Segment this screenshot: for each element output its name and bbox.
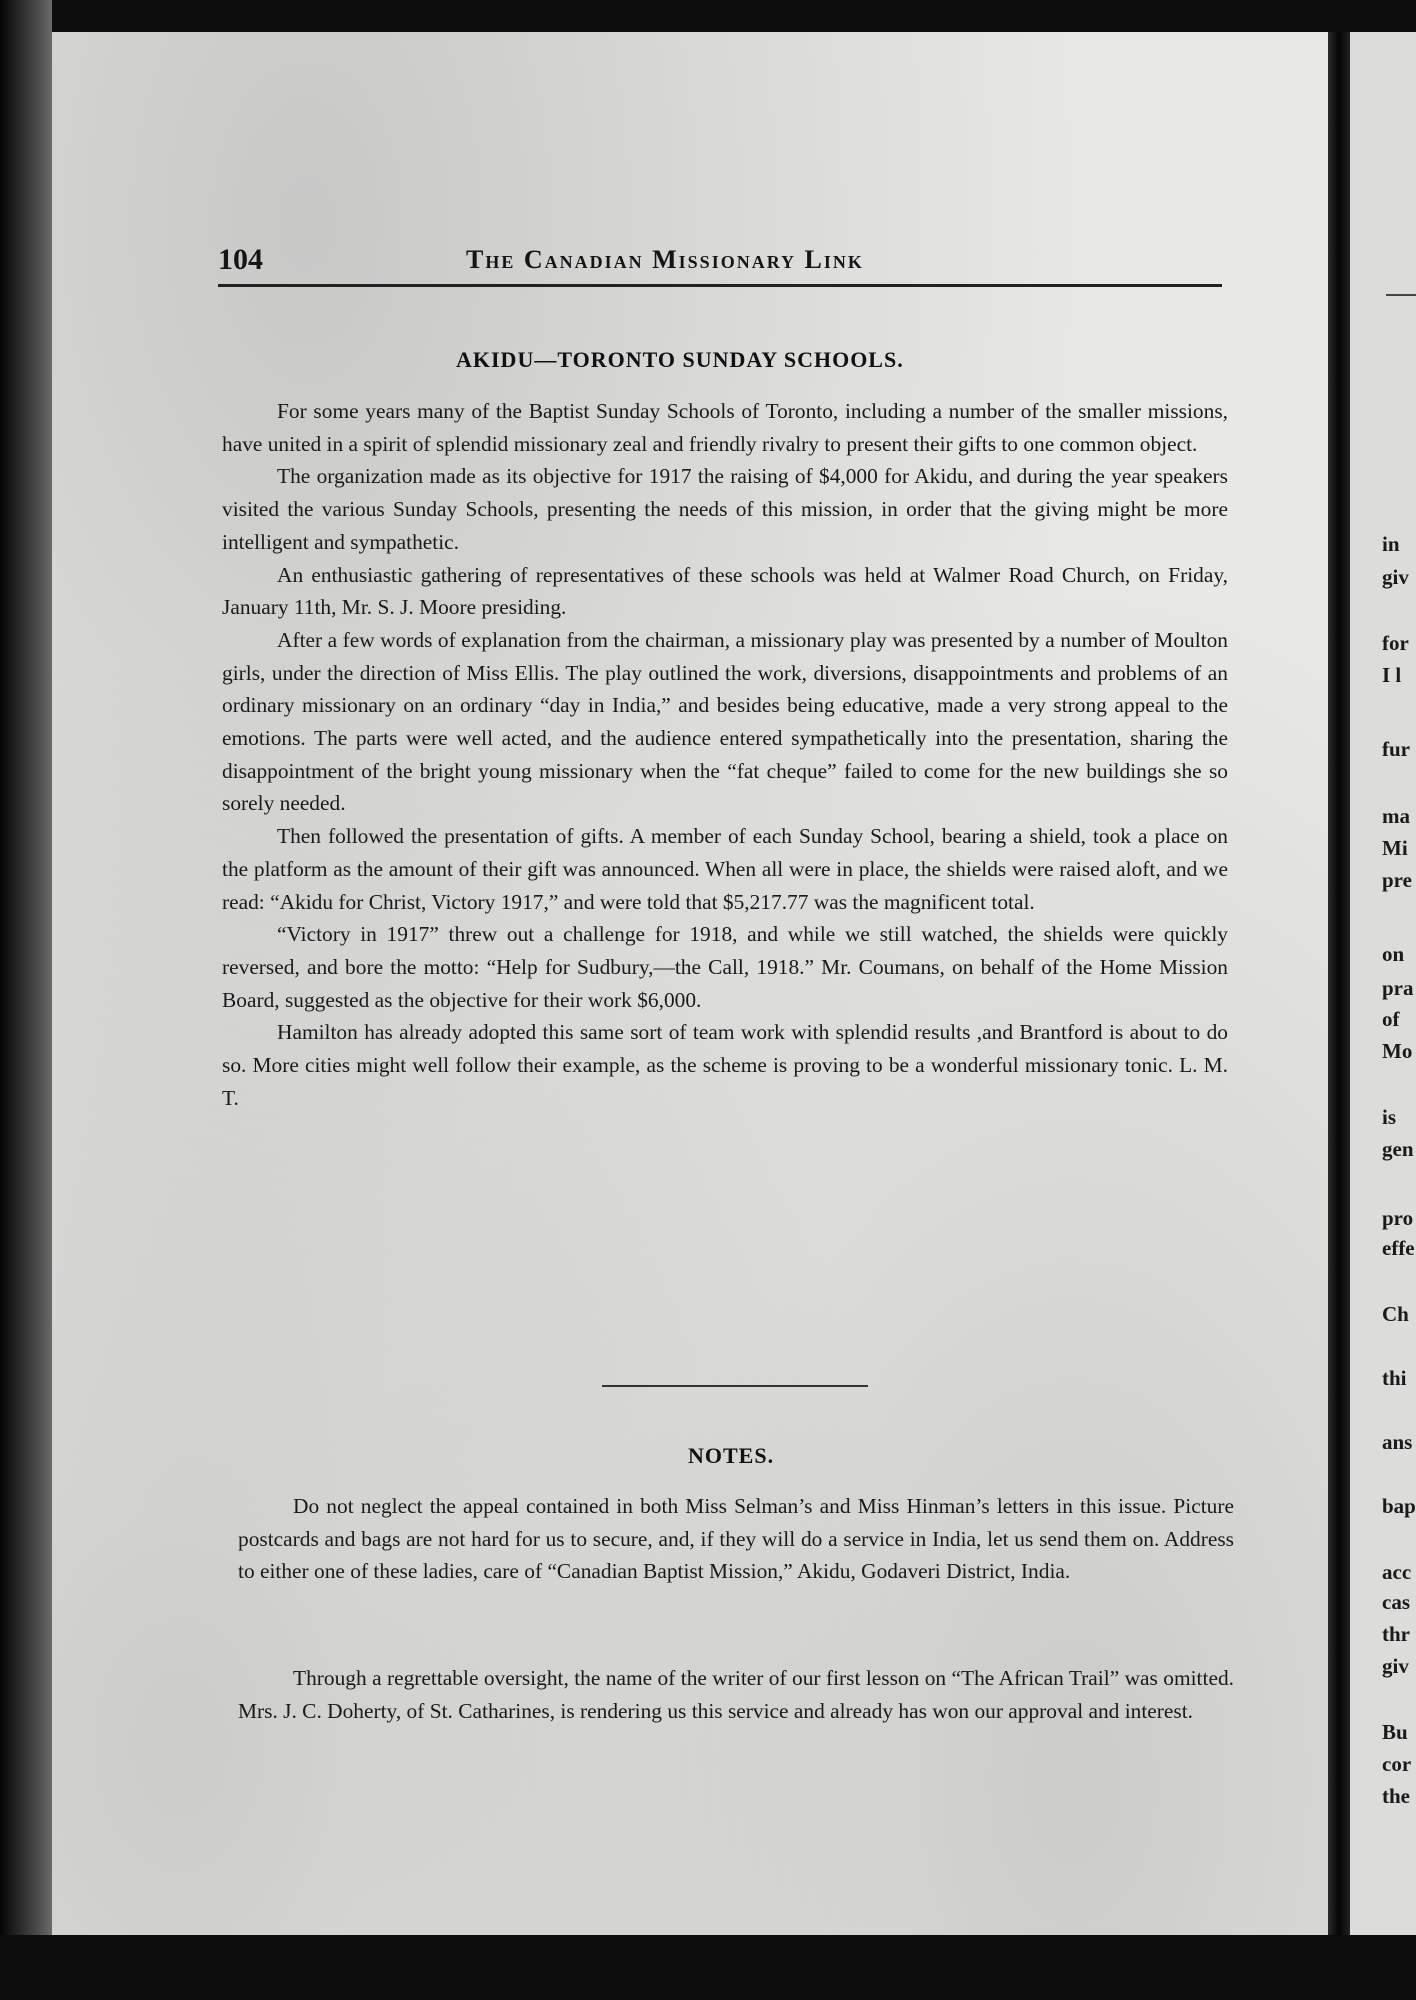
next-page-fragment: of <box>1382 1007 1400 1031</box>
next-page-fragment: gen <box>1382 1137 1414 1161</box>
article-paragraph: For some years many of the Baptist Sunday Schools of Toronto, including a number of the smaller missions, have united in a spirit of splendid missionary zeal and friendly rivalry to present their gifts to one common object. <box>222 399 1228 456</box>
book-gutter <box>1328 32 1350 1935</box>
next-page-fragment: pro <box>1382 1206 1414 1230</box>
next-page-fragment: the <box>1382 1784 1410 1808</box>
notes-paragraph-2 <box>238 1662 1234 1727</box>
scan-border-bottom <box>0 1935 1416 2000</box>
next-page-fragment: Mi <box>1382 836 1408 860</box>
scan-border-left <box>0 0 52 2000</box>
next-page-fragment: ans <box>1382 1430 1413 1454</box>
article-paragraph: “Victory in 1917” threw out a challenge for 1918, and while we still watched, the shields were quickly reversed, and bore the motto: “Help for Sudbury,—the Call, 1918.” Mr. Coumans, on behalf of the Home Mission Board, suggested as the objective for their work $6,000. <box>222 922 1228 1012</box>
next-page-fragment: for <box>1382 631 1409 655</box>
next-page-fragment: in <box>1382 532 1400 556</box>
notes-paragraph: Through a regrettable oversight, the name of the writer of our first lesson on “The African Trail” was omitted. Mrs. J. C. Doherty, of St. Catharines, is rendering us this service and already has won our approval and interest. <box>238 1666 1234 1723</box>
running-title: The Canadian Missionary Link <box>466 245 864 274</box>
article-title: AKIDU—TORONTO SUNDAY SCHOOLS. <box>456 347 904 372</box>
page-header <box>218 243 1220 277</box>
next-page-fragment: thr <box>1382 1622 1410 1646</box>
next-page-fragment: effe <box>1382 1236 1415 1260</box>
next-page-fragment: cas <box>1382 1590 1410 1614</box>
next-page-fragment: I l <box>1382 663 1402 687</box>
next-page-fragment: on <box>1382 942 1405 966</box>
next-page-fragment: is <box>1382 1105 1397 1129</box>
next-page-fragment: cor <box>1382 1752 1412 1776</box>
article-paragraph: An enthusiastic gathering of representatives of these schools was held at Walmer Road Church, on Friday, January 11th, Mr. S. J. Moore presiding. <box>222 562 1228 620</box>
next-page-fragment: pre <box>1382 868 1412 892</box>
notes-paragraph-1 <box>238 1490 1234 1588</box>
header-rule <box>218 284 1222 287</box>
article-paragraph: The organization made as its objective for 1917 the raising of $4,000 for Akidu, and during the year speakers visited the various Sunday Schools, presenting the needs of this mission, in order that the giving might be more intelligent and sympathetic. <box>222 464 1228 554</box>
section-divider <box>602 1385 868 1387</box>
scan-border-top <box>0 0 1416 32</box>
next-page-fragment: acc <box>1382 1560 1412 1584</box>
notes-title: NOTES. <box>688 1443 775 1468</box>
article-body <box>222 395 1228 1114</box>
next-page-fragment: giv <box>1382 565 1409 589</box>
article-paragraph: After a few words of explanation from the chairman, a missionary play was presented by a number of Moulton girls, under the direction of Miss Ellis. The play outlined the work, diversions, disappointments and problems of an ordinary missionary on an ordinary “day in India,” and besides being educative, made a very strong appeal to the emotions. The parts were well acted, and the audience entered sympathetically into the presentation, sharing the disappointment of the bright young missionary when the “fat cheque” failed to come for the new buildings she so sorely needed. <box>222 627 1228 816</box>
article-paragraph: Then followed the presentation of gifts. A member of each Sunday School, bearing a shield, took a place on the platform as the amount of their gift was announced. When all were in place, the shields were raised aloft, and we read: “Akidu for Christ, Victory 1917,” and were told that $5,217.77 was the magnificent total. <box>222 824 1228 914</box>
notes-paragraph: Do not neglect the appeal contained in both Miss Selman’s and Miss Hinman’s letters in this issue. Picture postcards and bags are not hard for us to secure, and, if they will do a service in India, let us send them on. Address to either one of these ladies, care of “Canadian Baptist Mission,” Akidu, Godaveri District, India. <box>238 1494 1234 1584</box>
next-page-fragment: giv <box>1382 1654 1409 1678</box>
next-page-fragment: Mo <box>1382 1039 1413 1063</box>
next-page-fragment: Ch <box>1382 1302 1409 1326</box>
next-page-fragment: bap <box>1382 1494 1416 1518</box>
next-page-fragment: thi <box>1382 1366 1407 1390</box>
next-page-header-rule <box>1386 294 1416 296</box>
page-number: 104 <box>218 243 263 276</box>
article-paragraph: Hamilton has already adopted this same sort of team work with splendid results ,and Brantford is about to do so. More cities might well follow their example, as the scheme is proving to be a wonderful missionary tonic. L. M. T. <box>222 1020 1228 1110</box>
next-page-fragment: ma <box>1382 804 1410 828</box>
next-page-fragment: fur <box>1382 737 1410 761</box>
next-page-fragment: Bu <box>1382 1720 1408 1744</box>
next-page-edge <box>1350 32 1416 1935</box>
next-page-fragment: pra <box>1382 976 1414 1000</box>
